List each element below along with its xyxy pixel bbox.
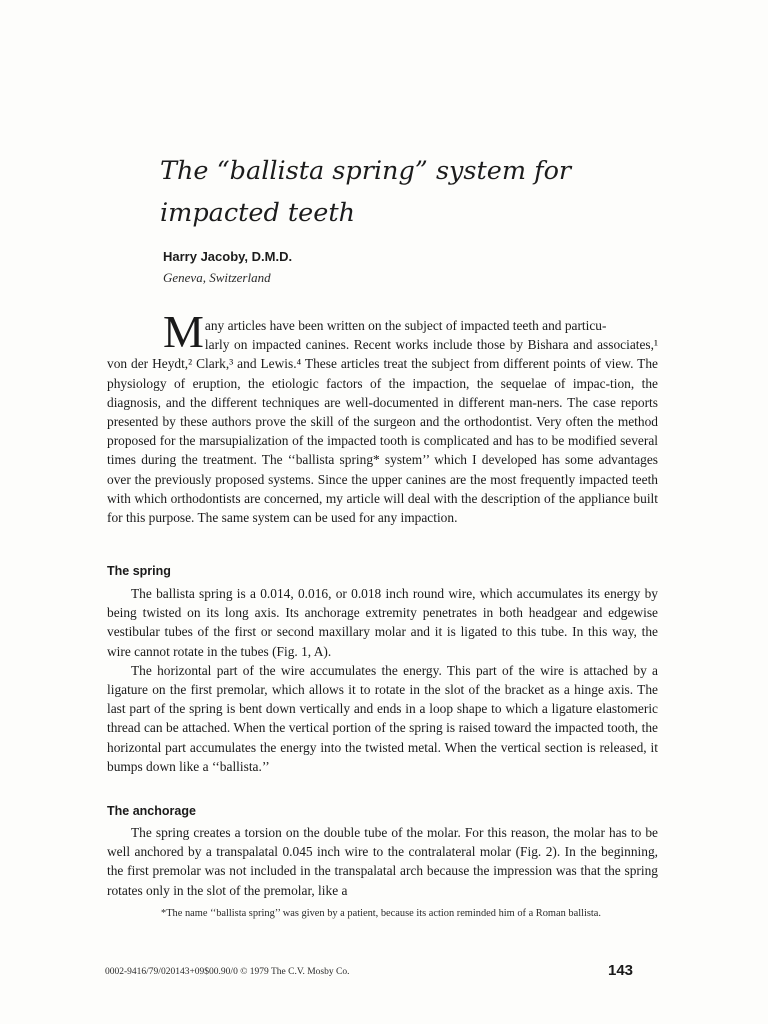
section-heading-anchorage: The anchorage: [107, 804, 196, 818]
title-line-2: impacted teeth: [160, 198, 356, 228]
title-line-1: The “ballista spring” system for: [160, 156, 572, 186]
page-number: 143: [608, 962, 634, 979]
intro-first-line: any articles have been written on the subject of impacted teeth and particu-: [204, 318, 607, 333]
spring-paragraph-1: The ballista spring is a 0.014, 0.016, or 0.018 inch round wire, which accumulates its energy by being twisted on its long axis. Its anchorage extremity penetrates in both headgear and edgewise vestibular tubes of the first or second maxillary molar and it is ligated to this tube. In this way, the wire cannot rotate in the tubes (Fig. 1, A).: [107, 586, 658, 659]
section-heading-spring: The spring: [107, 564, 171, 578]
footnote: *The name ‘‘ballista spring’’ was given by a patient, because its action reminded him of a Roman ballista.: [161, 908, 602, 919]
article-title: [160, 150, 680, 234]
spring-paragraph-2: The horizontal part of the wire accumulates the energy. This part of the wire is attached by a ligature on the first premolar, which allows it to rotate in the slot of the bracket as a hinge axis. The last part of the spring is bent down vertically and ends in a loop shape to which a ligature elastomeric thread can be attached. When the vertical portion of the spring is raised toward the impacted tooth, the horizontal part accumulates the energy into the twisted metal. When the vertical section is released, it bumps down like a ‘‘ballista.’’: [107, 662, 658, 774]
section-anchorage-body: [107, 823, 658, 900]
author-name: Harry Jacoby, D.M.D.: [163, 249, 293, 264]
author-affiliation: Geneva, Switzerland: [163, 270, 271, 285]
section-spring-body: [107, 584, 658, 776]
intro-text: larly on impacted canines. Recent works include those by Bishara and associates,¹ von der Heydt,² Clark,³ and Lewis.⁴ These articles treat the subject from different points of view. The physiology of eruption, the etiologic factors of the impaction, the sequelae of impac-tion, the diagnosis, and the different techniques are well-documented in different man-ners. The case reports presented by these authors prove the skill of the surgeon and the orthodontist. Very often the method proposed for the marsupialization of the impacted tooth is complicated and has to be modified several times during the treatment. The ‘‘ballista spring* system’’ which I developed has some advantages over the previously proposed systems. Since the upper canines are the most frequently impacted teeth with which orthodontists are concerned, my article will deal with the description of the appliance built for this purpose. The same system can be used for any impaction.: [107, 337, 658, 526]
intro-paragraph: [107, 306, 658, 527]
copyright-citation: 0002-9416/79/020143+09$00.90/0 © 1979 The C.V. Mosby Co.: [105, 967, 350, 977]
anchorage-paragraph-1: The spring creates a torsion on the double tube of the molar. For this reason, the molar has to be well anchored by a transpalatal 0.045 inch wire to the contralateral molar (Fig. 2). In the beginning, the first premolar was not included in the transpalatal arch because the impression was that the spring rotates only in the slot of the premolar, like a: [107, 825, 658, 898]
drop-cap: M: [163, 306, 204, 357]
